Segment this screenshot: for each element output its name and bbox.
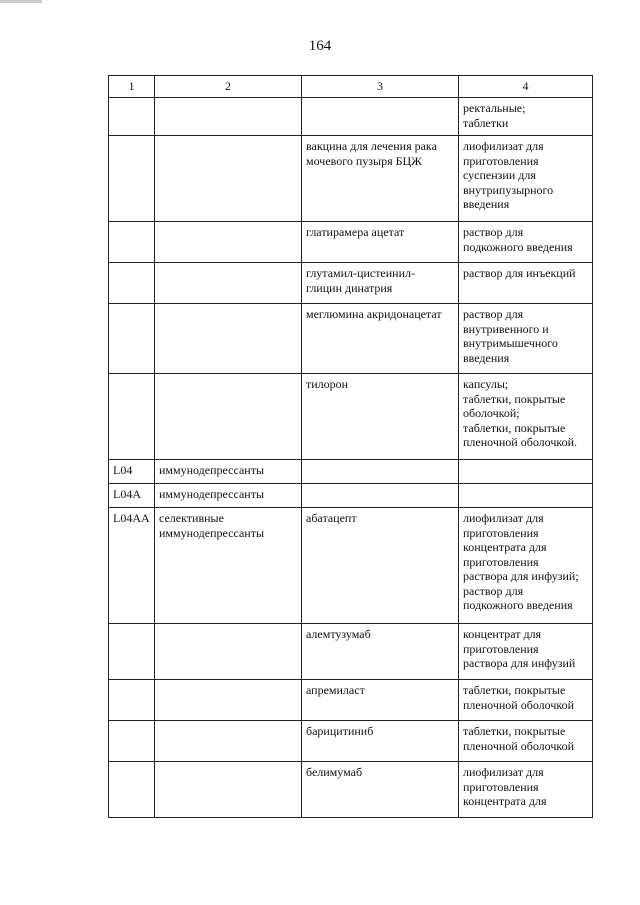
anatomic-group-cell [155,680,302,721]
dosage-form-cell [459,680,593,721]
page-number: 164 [308,38,332,54]
atc-code-cell [109,721,155,762]
dosage-form-cell [459,624,593,680]
drug-name-cell [302,304,459,374]
atc-code-cell [109,304,155,374]
cell-text-line: глицин динатрия [306,280,393,295]
table-row [109,136,593,222]
cell-text-line: таблетки, покрытые [463,391,566,406]
atc-code-cell [109,98,155,136]
cell-text-line: введения [463,197,510,211]
anatomic-group-cell [155,136,302,222]
cell-text-line: лиофилизат для [463,511,544,525]
cell-text-line: подкожного введения [463,598,573,612]
dosage-form-cell [459,460,593,484]
drug-name-cell [302,680,459,721]
table-row [109,508,593,624]
cell-text-line: внутривенного и [463,321,549,336]
cell-text-line: апремиласт [306,683,365,697]
dosage-form-cell [459,484,593,508]
drug-name-cell [302,762,459,818]
cell-text-line: иммунодепрессанты [159,525,265,540]
table-row [109,263,593,304]
anatomic-group-cell [155,508,302,624]
table-row [109,98,593,136]
cell-text-line: абатацепт [306,511,357,525]
cell-text-line: раствор для [463,307,524,321]
dosage-form-cell [459,98,593,136]
anatomic-group-cell [155,374,302,460]
atc-code-cell [109,508,155,624]
drug-name-cell [302,508,459,624]
cell-text-line: белимумаб [306,765,363,779]
cell-text-line: лиофилизат для [463,139,544,153]
table-row [109,374,593,460]
table-row [109,460,593,484]
header-row [109,76,593,98]
cell-text-line: пленочной оболочкой. [463,435,578,449]
cell-text-line: концентрата для [463,794,547,808]
atc-code-cell [109,762,155,818]
cell-text-line: селективные [159,511,224,525]
cell-text-line: приготовления [463,153,539,168]
cell-text-line: таблетки, покрытые [463,420,566,435]
cell-text-line: пленочной оболочкой [463,738,575,753]
cell-text: L04 [113,463,133,477]
atc-code-cell [109,136,155,222]
cell-text-line: меглюмина акридонацетат [306,307,442,321]
header-col-1: 1 [109,76,155,98]
cell-text: L04AA [113,511,150,525]
drug-name-cell [302,460,459,484]
atc-code-cell [109,484,155,508]
anatomic-group-cell [155,263,302,304]
drug-name-cell [302,484,459,508]
cell-text-line: приготовления [463,525,539,540]
drug-name-cell [302,624,459,680]
anatomic-group-cell [155,762,302,818]
atc-code-cell [109,263,155,304]
cell-text-line: таблетки [463,115,509,130]
atc-code-cell [109,374,155,460]
cell-text-line: раствор для [463,225,524,239]
cell-text-line: таблетки, покрытые [463,724,566,738]
dosage-form-cell [459,721,593,762]
cell-text-line: раствора для инфузий; [463,569,579,583]
anatomic-group-cell [155,222,302,263]
cell-text-line: подкожного введения [463,239,573,254]
cell-text-line: капсулы; [463,377,509,391]
scan-edge-mark [0,0,42,3]
header-col-3: 3 [302,76,459,98]
cell-text-line: глатирамера ацетат [306,225,405,239]
dosage-form-cell [459,304,593,374]
header-col-2: 2 [155,76,302,98]
drug-name-cell [302,263,459,304]
cell-text-line: ректальные; [463,101,526,115]
atc-code-cell [109,680,155,721]
cell-text-line: внутримышечного [463,336,558,350]
drug-name-cell [302,222,459,263]
dosage-form-cell [459,136,593,222]
cell-text-line: алемтузумаб [306,627,371,641]
atc-code-cell [109,624,155,680]
cell-text-line: мочевого пузыря БЦЖ [306,153,422,168]
cell-text-line: барицитиниб [306,724,374,738]
cell-text-line: пленочной оболочкой [463,697,575,712]
cell-text-line: раствор для [463,583,524,598]
cell-text-line: вакцина для лечения рака [306,139,437,153]
drug-name-cell [302,136,459,222]
anatomic-group-cell [155,624,302,680]
dosage-form-cell [459,508,593,624]
cell-text-line: введения [463,350,510,365]
cell-text-line: внутрипузырного [463,182,554,197]
table-row [109,222,593,263]
anatomic-group-cell [155,484,302,508]
anatomic-group-cell [155,721,302,762]
anatomic-group-cell [155,460,302,484]
cell-text-line: раствора для инфузий [463,656,576,670]
cell-text: L04A [113,487,141,501]
table-row [109,762,593,818]
table-row [109,484,593,508]
dosage-form-cell [459,222,593,263]
cell-text-line: таблетки, покрытые [463,683,566,697]
cell-text-line: оболочкой; [463,406,520,420]
drug-name-cell [302,98,459,136]
anatomic-group-cell [155,304,302,374]
drug-name-cell [302,721,459,762]
table-row [109,304,593,374]
dosage-form-cell [459,263,593,304]
cell-text-line: концентрата для [463,540,547,554]
drug-table [108,75,593,818]
cell-text-line: приготовления [463,554,539,569]
drug-name-cell [302,374,459,460]
cell-text-line: приготовления [463,641,539,656]
cell-text-line: иммунодепрессанты [159,487,265,501]
cell-text-line: приготовления [463,779,539,794]
table-row [109,624,593,680]
cell-text-line: иммунодепрессанты [159,463,265,477]
cell-text-line: концентрат для [463,627,542,641]
table-row [109,680,593,721]
cell-text-line: глутамил-цистеинил- [306,266,416,280]
dosage-form-cell [459,762,593,818]
atc-code-cell [109,222,155,263]
table-row [109,721,593,762]
atc-code-cell [109,460,155,484]
dosage-form-cell [459,374,593,460]
cell-text-line: суспензии для [463,168,536,182]
cell-text-line: тилорон [306,377,349,391]
cell-text-line: раствор для инъекций [463,266,576,280]
cell-text-line: лиофилизат для [463,765,544,779]
header-col-4: 4 [459,76,593,98]
anatomic-group-cell [155,98,302,136]
